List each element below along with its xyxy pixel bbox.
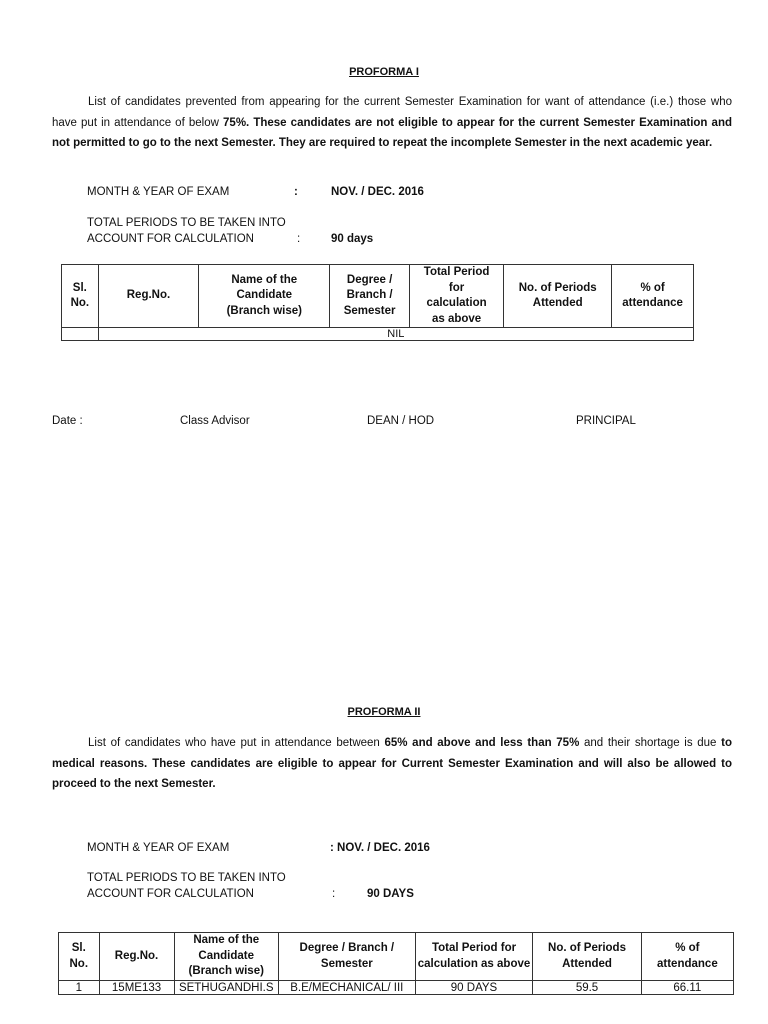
header-name: Name of the Candidate (Branch wise) xyxy=(199,265,330,328)
proforma2-periods-label-2: ACCOUNT FOR CALCULATION xyxy=(87,888,254,900)
cell-sl-no: 1 xyxy=(59,981,100,995)
class-advisor-label: Class Advisor xyxy=(180,415,250,427)
proforma2-periods-value: 90 DAYS xyxy=(367,888,414,900)
header-periods-attended: No. of Periods Attended xyxy=(504,265,612,328)
proforma2-table-header xyxy=(59,933,734,981)
proforma1-periods-label-2: ACCOUNT FOR CALCULATION xyxy=(87,233,254,245)
cell-periods-attended: 59.5 xyxy=(533,981,641,995)
header-periods-attended: No. of Periods Attended xyxy=(533,933,641,981)
proforma1-desc-bold: 75%. These candidates are not eligible to appear for the current Semester Examination and not permitted to go to the next Semester. They are required to repeat the incomplete Semester in the next academic year. xyxy=(52,116,733,149)
proforma2-table xyxy=(58,932,734,995)
proforma1-title: PROFORMA I xyxy=(349,66,419,78)
header-reg-no: Reg.No. xyxy=(98,265,199,328)
proforma2-periods-label-1: TOTAL PERIODS TO BE TAKEN INTO xyxy=(87,872,286,884)
proforma1-description xyxy=(52,92,732,154)
proforma1-table-header xyxy=(62,265,694,328)
cell-name: SETHUGANDHI.S xyxy=(174,981,278,995)
proforma1-desc-text: List of candidates prevented from appearing for the current Semester Examination for want of attendance (i.e.) those who have put in attendance of below xyxy=(52,96,732,129)
proforma2-desc-bold: to medical reasons. These candidates are eligible to appear for Current Semester Examination and will also be allowed to proceed to the next Semester. xyxy=(52,737,732,790)
header-sl-no: Sl. No. xyxy=(59,933,100,981)
header-total-period: Total Period for calculation as above xyxy=(409,265,503,328)
proforma1-month-label: MONTH & YEAR OF EXAM xyxy=(87,186,230,198)
proforma1-periods-value: 90 days xyxy=(331,233,374,245)
proforma2-month-label: MONTH & YEAR OF EXAM xyxy=(87,842,230,854)
table-row xyxy=(59,981,734,995)
header-degree: Degree / Branch / Semester xyxy=(330,265,410,328)
proforma2-desc-bold-range: 65% and above and less than 75% xyxy=(384,737,580,749)
cell-reg-no: 15ME133 xyxy=(99,981,174,995)
proforma1-month-colon: : xyxy=(294,186,298,198)
header-sl-no: Sl. No. xyxy=(62,265,99,328)
proforma2-month-value: : NOV. / DEC. 2016 xyxy=(330,842,430,854)
header-percent: % of attendance xyxy=(612,265,694,328)
proforma2-desc-text-2: and their shortage is due xyxy=(579,737,722,749)
proforma1-periods-colon: : xyxy=(297,233,301,245)
proforma2-desc-text: List of candidates who have put in attendance between xyxy=(88,737,385,749)
table-row xyxy=(62,328,694,341)
cell-percent: 66.11 xyxy=(641,981,733,995)
header-name: Name of the Candidate (Branch wise) xyxy=(174,933,278,981)
header-total-period: Total Period for calculation as above xyxy=(415,933,533,981)
cell-total-period: 90 DAYS xyxy=(415,981,533,995)
proforma1-periods-label-1: TOTAL PERIODS TO BE TAKEN INTO xyxy=(87,217,286,229)
cell-degree: B.E/MECHANICAL/ III xyxy=(278,981,415,995)
proforma1-table xyxy=(61,264,694,341)
nil-cell: NIL xyxy=(98,328,693,341)
proforma2-description xyxy=(52,733,732,795)
principal-label: PRINCIPAL xyxy=(576,415,636,427)
header-percent: % of attendance xyxy=(641,933,733,981)
header-reg-no: Reg.No. xyxy=(99,933,174,981)
dean-hod-label: DEAN / HOD xyxy=(367,415,435,427)
proforma2-title: PROFORMA II xyxy=(347,706,421,718)
proforma1-month-value: NOV. / DEC. 2016 xyxy=(331,186,424,198)
proforma2-periods-colon: : xyxy=(332,888,336,900)
header-degree: Degree / Branch / Semester xyxy=(278,933,415,981)
date-label: Date : xyxy=(52,415,83,427)
